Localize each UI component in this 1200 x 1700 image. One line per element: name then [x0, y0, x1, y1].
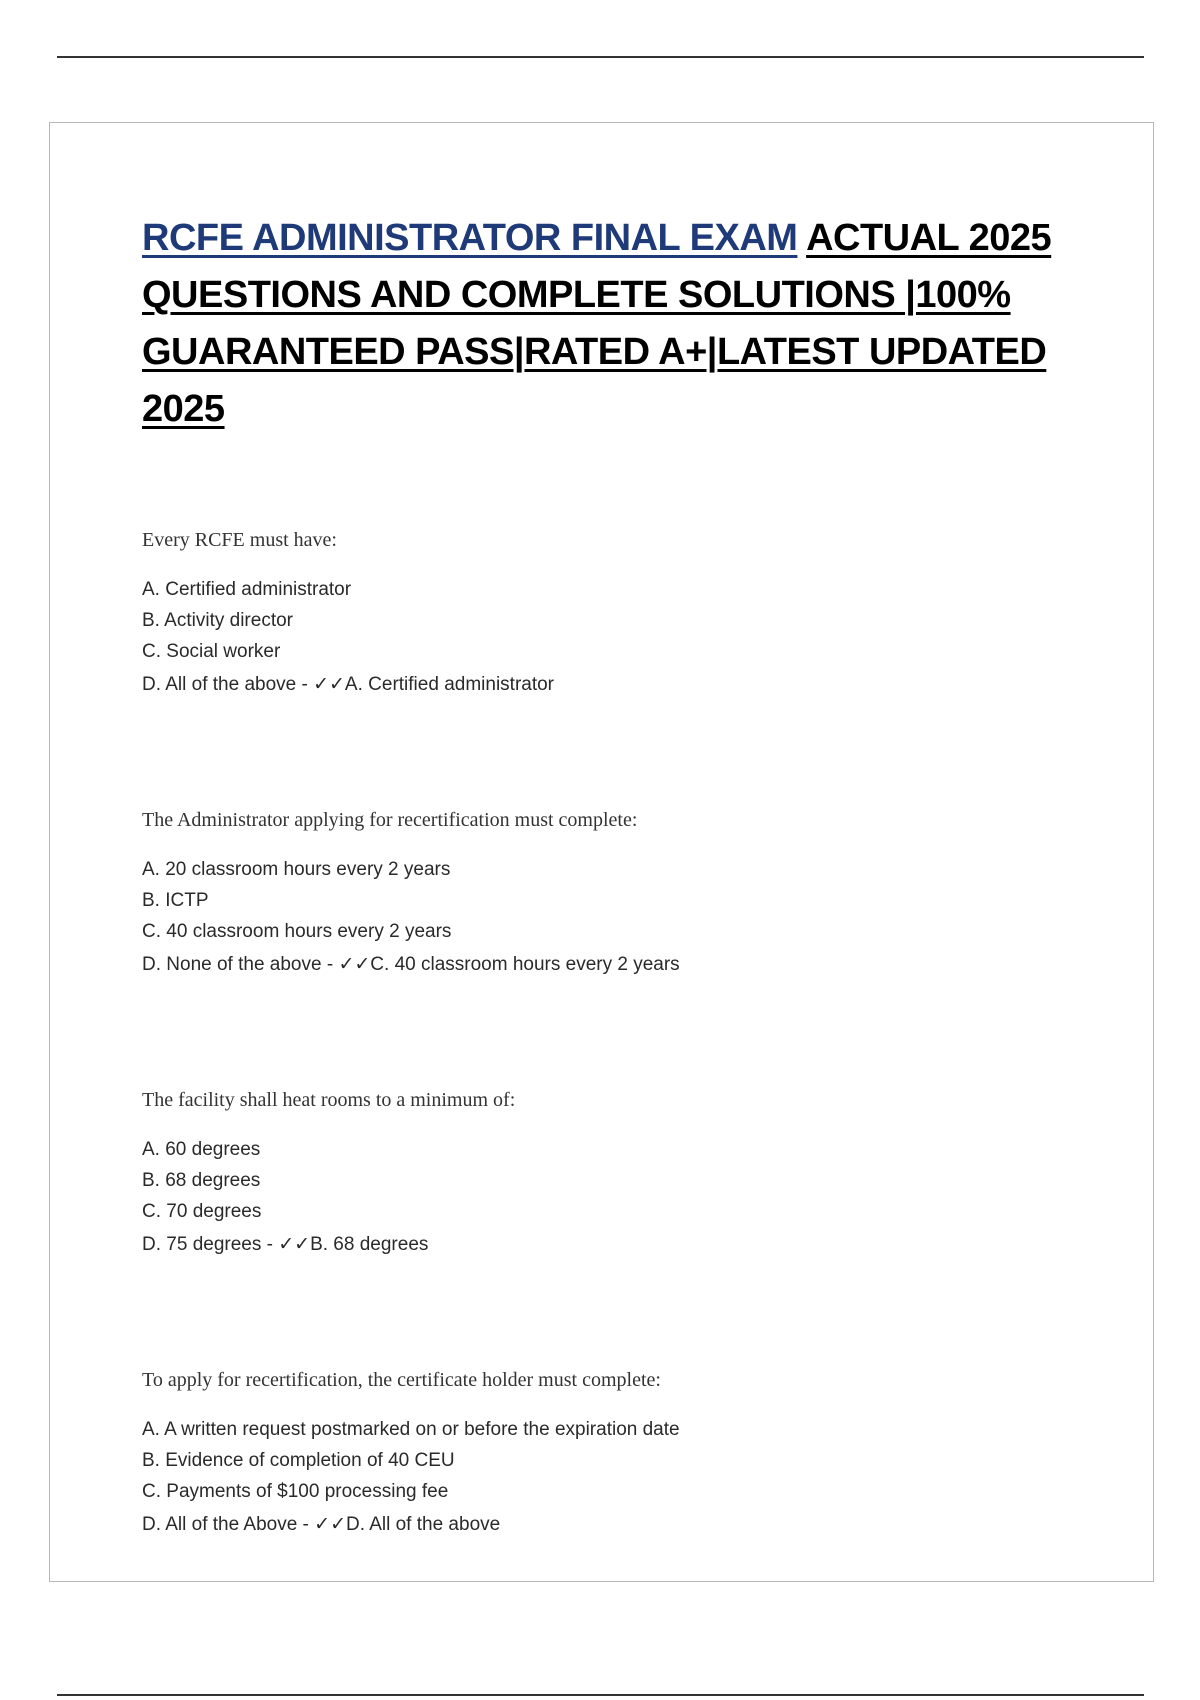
- option-d-with-answer: D. 75 degrees - ✓✓B. 68 degrees: [142, 1234, 429, 1255]
- question-block-2: [142, 808, 1042, 980]
- question-block-1: [142, 528, 1042, 700]
- question-text: The facility shall heat rooms to a minimum of:: [142, 1089, 516, 1111]
- title-black-part: ACTUAL 2025 QUESTIONS AND COMPLETE SOLUTIONS |100% GUARANTEED PASS|RATED A+|LATEST UPDATED 2025: [142, 217, 1052, 430]
- option-d-with-answer: D. All of the Above - ✓✓D. All of the above: [142, 1514, 501, 1535]
- option-a: A. Certified administrator: [142, 579, 352, 600]
- answer-options: [142, 854, 1042, 980]
- option-c: C. Social worker: [142, 641, 281, 662]
- question-text: The Administrator applying for recertification must complete:: [142, 809, 638, 831]
- option-d-with-answer: D. All of the above - ✓✓A. Certified administrator: [142, 674, 555, 695]
- option-a: A. 20 classroom hours every 2 years: [142, 859, 451, 880]
- answer-options: [142, 1414, 1042, 1540]
- question-text: To apply for recertification, the certificate holder must complete:: [142, 1369, 661, 1391]
- document-title: [142, 210, 1092, 438]
- option-b: B. ICTP: [142, 890, 209, 911]
- question-block-3: [142, 1088, 1042, 1260]
- option-b: B. Activity director: [142, 610, 293, 631]
- option-a: A. 60 degrees: [142, 1139, 261, 1160]
- title-blue-part: RCFE ADMINISTRATOR FINAL EXAM: [142, 217, 798, 259]
- option-c: C. 40 classroom hours every 2 years: [142, 921, 452, 942]
- option-d-with-answer: D. None of the above - ✓✓C. 40 classroom hours every 2 years: [142, 954, 680, 975]
- question-block-4: [142, 1368, 1042, 1540]
- option-c: C. 70 degrees: [142, 1201, 262, 1222]
- option-a: A. A written request postmarked on or before the expiration date: [142, 1419, 680, 1440]
- option-c: C. Payments of $100 processing fee: [142, 1481, 449, 1502]
- bottom-rule: [57, 1694, 1144, 1696]
- top-rule: [57, 56, 1144, 58]
- answer-options: [142, 574, 1042, 700]
- question-text: Every RCFE must have:: [142, 529, 337, 551]
- option-b: B. 68 degrees: [142, 1170, 261, 1191]
- answer-options: [142, 1134, 1042, 1260]
- option-b: B. Evidence of completion of 40 CEU: [142, 1450, 455, 1471]
